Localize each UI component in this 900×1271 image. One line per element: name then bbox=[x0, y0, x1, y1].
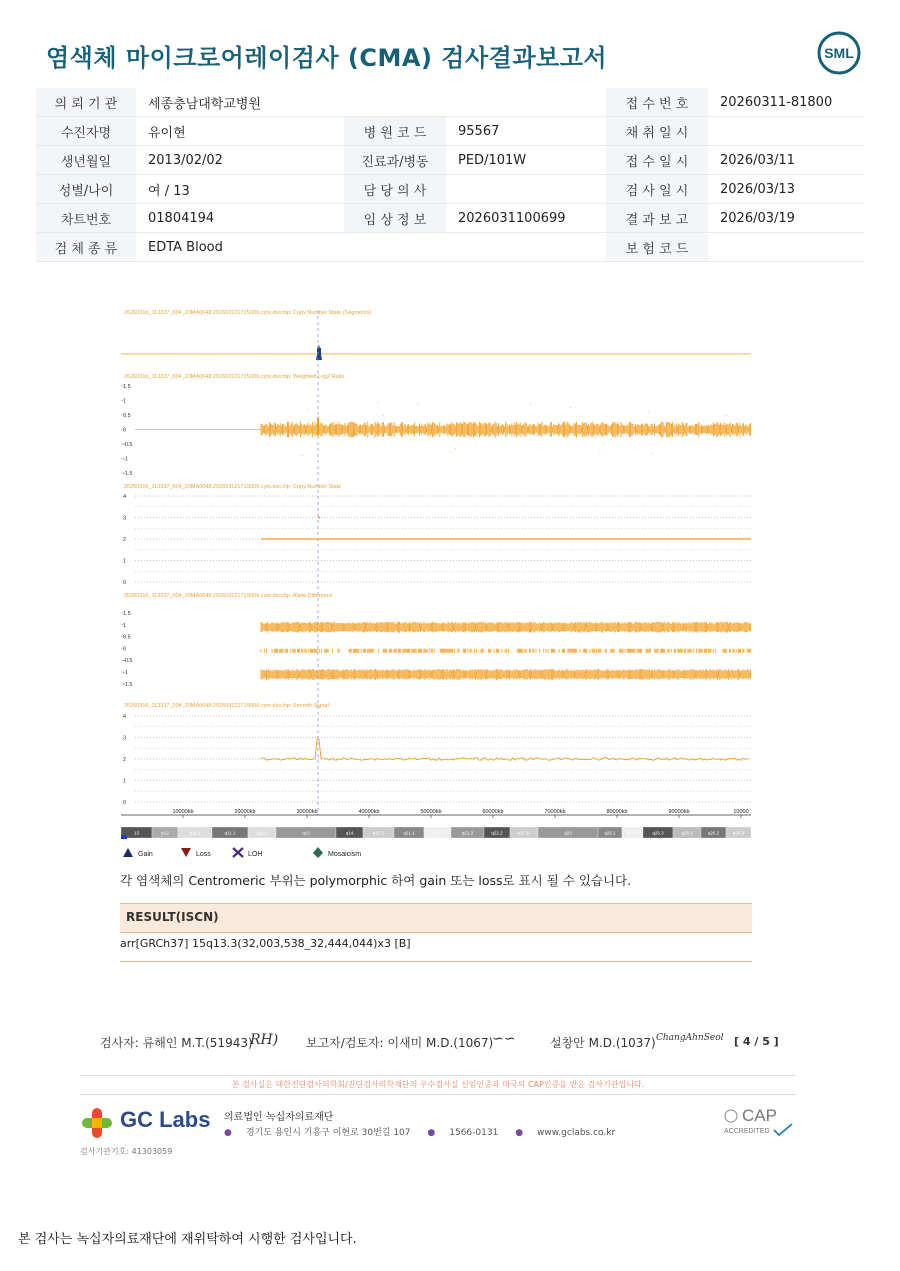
allele-tick-label: 0 bbox=[123, 646, 127, 653]
band-label: q26.3 bbox=[732, 830, 745, 836]
log2-outlier bbox=[305, 431, 306, 432]
third-signature: ChangAhnSeol bbox=[656, 1033, 724, 1043]
smooth-tick-label: 3 bbox=[123, 735, 127, 742]
cn-tick-label: 2 bbox=[123, 537, 127, 543]
tester-label: 검사자: 류해인 M.T.(51943) bbox=[100, 1036, 253, 1050]
band-label: 13 bbox=[133, 830, 140, 836]
info-row bbox=[36, 117, 864, 146]
log2-tick-label: 0.5 bbox=[123, 413, 131, 419]
allele-tick-label: 0.5 bbox=[123, 634, 131, 641]
info-value: 95567 bbox=[446, 117, 606, 146]
smooth-tick-label: 4 bbox=[123, 714, 127, 720]
log2-outlier bbox=[726, 415, 727, 416]
phone-icon: ● bbox=[427, 1128, 436, 1138]
info-row bbox=[36, 88, 864, 117]
band-label: q21.1 bbox=[403, 830, 415, 836]
band-label: q21.3 bbox=[461, 830, 474, 836]
allele-tick-label: -0.5 bbox=[123, 658, 133, 665]
cap-accredited-logo bbox=[722, 1104, 798, 1142]
centromere-note: 각 염색체의 Centromeric 부위는 polymorphic 하여 gain 또는 loss로 표시 될 수 있습니다. bbox=[120, 873, 632, 888]
info-value: 유이현 bbox=[136, 117, 344, 146]
x-tick-label: 10000kb bbox=[172, 809, 194, 815]
info-label: 생년월일 bbox=[36, 146, 136, 175]
band-label: q15.1 bbox=[372, 830, 385, 836]
log2-tick-label: 1.5 bbox=[123, 384, 131, 390]
address-text: 경기도 용인시 기흥구 이현로 30번길 107 bbox=[245, 1128, 411, 1138]
info-label: 검 체 종 류 bbox=[36, 233, 136, 262]
gc-cross-icon bbox=[80, 1106, 114, 1140]
x-tick-label: 30000kb bbox=[296, 809, 318, 815]
smooth-signal-line bbox=[261, 740, 749, 761]
license-number: 검사기관기호: 41303059 bbox=[80, 1147, 173, 1156]
log2-outlier bbox=[418, 404, 419, 405]
band-label: p11.2 bbox=[189, 830, 201, 836]
third-label: 설창안 M.D.(1037) bbox=[550, 1036, 656, 1050]
x-tick-label: 10000 bbox=[733, 809, 749, 815]
info-label: 검 사 일 시 bbox=[606, 175, 708, 204]
info-label: 담 당 의 사 bbox=[344, 175, 446, 204]
log2-outlier bbox=[302, 455, 303, 456]
allele-tick-label: -1.5 bbox=[123, 681, 133, 688]
panel-title: 20260316_113337_004_20MA0048.20260312171S006.cyto.dscchp: Weighted Log2 Ratio bbox=[124, 374, 345, 380]
info-label: 수진자명 bbox=[36, 117, 136, 146]
band-label: q21.2 bbox=[431, 830, 444, 836]
info-value: 2026/03/19 bbox=[708, 204, 864, 233]
info-value: 여 / 13 bbox=[136, 175, 344, 204]
band-label: q25.3 bbox=[652, 830, 664, 836]
result-title: RESULT(ISCN) bbox=[126, 910, 219, 924]
log2-outlier bbox=[550, 421, 551, 422]
info-row bbox=[36, 204, 864, 233]
triangle-down-icon bbox=[181, 848, 191, 857]
info-label: 채 취 일 시 bbox=[606, 117, 708, 146]
info-row bbox=[36, 175, 864, 204]
log2-outlier bbox=[480, 423, 481, 424]
allele-tick-label: 1 bbox=[123, 622, 127, 629]
web-link[interactable]: www.gclabs.co.kr bbox=[537, 1128, 616, 1138]
log2-outlier bbox=[570, 407, 571, 408]
info-value: 2026031100699 bbox=[446, 204, 606, 233]
info-label: 접 수 일 시 bbox=[606, 146, 708, 175]
x-tick-label: 70000kb bbox=[544, 809, 566, 815]
log2-outlier bbox=[604, 444, 605, 445]
band-label: q26.1 bbox=[681, 830, 693, 836]
info-value: EDTA Blood bbox=[136, 233, 606, 262]
x-tick-label: 20000kb bbox=[234, 809, 256, 815]
legend-label: Loss bbox=[196, 851, 211, 858]
band-label: q26.2 bbox=[707, 830, 720, 836]
band-label: q22.2 bbox=[491, 830, 503, 836]
result-iscn: arr[GRCh37] 15q13.3(32,003,538_32,444,044)x3 [B] bbox=[120, 937, 411, 950]
band-label: q13 bbox=[302, 830, 310, 836]
info-row bbox=[36, 146, 864, 175]
panel-title: 20260316_113337_004_20MA0048.20260312171S006.cyto.dscchp: Copy Number State (Segments) bbox=[124, 310, 372, 316]
log2-outlier bbox=[373, 419, 374, 420]
band-label: q25.2 bbox=[626, 830, 639, 836]
info-value bbox=[708, 233, 864, 262]
info-value: 2013/02/02 bbox=[136, 146, 344, 175]
result-divider bbox=[120, 961, 752, 962]
page-number: [ 4 / 5 ] bbox=[734, 1035, 779, 1048]
log2-outlier bbox=[615, 437, 616, 438]
reporter-signature: ∽∽ bbox=[492, 1031, 516, 1047]
legend-label: Mosaicism bbox=[328, 851, 362, 858]
cap-sub: ACCREDITED bbox=[724, 1128, 770, 1135]
info-label: 진료과/병동 bbox=[344, 146, 446, 175]
x-tick-label: 50000kb bbox=[420, 809, 442, 815]
cn-tick-label: 0 bbox=[123, 580, 127, 586]
legend-label: LOH bbox=[248, 851, 263, 858]
log2-outlier bbox=[600, 450, 601, 451]
log2-outlier bbox=[307, 409, 308, 410]
diamond-icon bbox=[313, 847, 323, 858]
location-icon: ● bbox=[224, 1128, 232, 1138]
log2-tick-label: 0 bbox=[123, 427, 127, 434]
log2-tick-label: 1 bbox=[123, 398, 127, 405]
log2-outlier bbox=[652, 453, 653, 454]
info-label: 접 수 번 호 bbox=[606, 88, 708, 117]
x-tick-label: 90000kb bbox=[668, 809, 690, 815]
log2-outlier bbox=[505, 426, 506, 427]
band-label: q22.31 bbox=[517, 830, 531, 836]
legend-label: Gain bbox=[138, 851, 153, 858]
info-label: 차트번호 bbox=[36, 204, 136, 233]
copy-number-plots bbox=[118, 300, 758, 870]
certification-note: 본 검사실은 대한진단검사의학회/진단검사의학재단의 우수검사실 신임인증과 미국의 CAP인증을 받은 검사기관입니다. bbox=[231, 1080, 645, 1089]
tester-signature: RH) bbox=[250, 1032, 279, 1048]
log2-tick-label: -1 bbox=[123, 456, 128, 463]
x-tick-label: 40000kb bbox=[358, 809, 380, 815]
loh-cross-icon bbox=[233, 848, 243, 857]
info-value: PED/101W bbox=[446, 146, 606, 175]
band-label: p12 bbox=[161, 830, 169, 836]
gc-labs-brand: GC Labs bbox=[120, 1107, 211, 1132]
contact-info bbox=[224, 1125, 629, 1138]
log2-outlier bbox=[378, 402, 379, 403]
footer-divider bbox=[80, 1075, 796, 1076]
reporter-label: 보고자/검토자: 이새미 M.D.(1067) bbox=[306, 1036, 494, 1050]
band-label: q11.2 bbox=[256, 830, 268, 836]
info-value: 세종충남대학교병원 bbox=[136, 88, 606, 117]
panel-title: 20260316_113337_004_20MA0048.20260312171S006.cyto.dscchp: Allele Difference bbox=[124, 593, 333, 599]
allele-tick-label: 1.5 bbox=[123, 611, 131, 617]
log2-outlier bbox=[383, 415, 384, 416]
result-header bbox=[120, 903, 752, 933]
foundation-name: 의료법인 녹십자의료재단 bbox=[224, 1112, 334, 1123]
triangle-up-icon bbox=[123, 848, 133, 857]
info-value bbox=[446, 175, 606, 204]
log2-outlier bbox=[646, 426, 647, 427]
info-label: 보 험 코 드 bbox=[606, 233, 708, 262]
log2-outlier bbox=[267, 443, 268, 444]
info-value: 2026/03/11 bbox=[708, 146, 864, 175]
cap-text: CAP bbox=[742, 1106, 777, 1125]
smooth-tick-label: 0 bbox=[123, 800, 127, 806]
x-tick-label: 80000kb bbox=[606, 809, 628, 815]
allele-tick-label: -1 bbox=[123, 670, 128, 676]
log2-outlier bbox=[530, 403, 531, 404]
info-label: 병 원 코 드 bbox=[344, 117, 446, 146]
info-value: 2026/03/13 bbox=[708, 175, 864, 204]
cn-tick-label: 1 bbox=[123, 558, 127, 565]
panel-title: 20260316_113337_004_20MA0048.20260312171S006.cyto.dscchp: Copy Number State bbox=[124, 484, 342, 490]
x-tick-label: 60000kb bbox=[482, 809, 504, 815]
log2-outlier bbox=[651, 434, 652, 435]
band-marker bbox=[121, 835, 127, 839]
band-label: q11.1 bbox=[224, 830, 236, 836]
outsourcing-note: 본 검사는 녹십자의료재단에 재위탁하여 시행한 검사입니다. bbox=[18, 1232, 357, 1247]
logo-text: SML bbox=[824, 45, 854, 61]
panel-title: 20260316_113337_004_20MA0048.20260312171S006.cyto.dscchp: Smooth Signal bbox=[124, 703, 329, 709]
cn-tick-label: 3 bbox=[123, 515, 127, 522]
log2-tick-label: -0.5 bbox=[123, 442, 133, 448]
info-row bbox=[36, 233, 864, 262]
log2-outlier bbox=[740, 436, 741, 437]
info-label: 결 과 보 고 bbox=[606, 204, 708, 233]
info-value: 01804194 bbox=[136, 204, 344, 233]
patient-info-table bbox=[36, 88, 864, 262]
web-icon: ● bbox=[515, 1128, 524, 1138]
smooth-tick-label: 2 bbox=[123, 757, 127, 763]
log2-outlier bbox=[450, 452, 451, 453]
report-title: 염색체 마이크로어레이검사 (CMA) 검사결과보고서 bbox=[46, 44, 608, 72]
log2-outlier bbox=[648, 411, 649, 412]
phone-text: 1566-0131 bbox=[449, 1128, 499, 1138]
cn-tick-label: 4 bbox=[123, 494, 127, 500]
info-label: 의 뢰 기 관 bbox=[36, 88, 136, 117]
info-label: 임 상 정 보 bbox=[344, 204, 446, 233]
log2-outlier bbox=[455, 448, 456, 449]
log2-outlier bbox=[464, 423, 465, 424]
band-label: q14 bbox=[345, 830, 354, 836]
sml-logo bbox=[816, 30, 862, 76]
footer-divider bbox=[80, 1094, 796, 1095]
info-value: 20260311-81800 bbox=[708, 88, 864, 117]
info-value bbox=[708, 117, 864, 146]
log2-tick-label: -1.5 bbox=[123, 471, 133, 477]
band-label: q23 bbox=[564, 830, 572, 836]
band-label: q25.1 bbox=[604, 830, 616, 836]
smooth-tick-label: 1 bbox=[123, 778, 127, 785]
info-label: 성별/나이 bbox=[36, 175, 136, 204]
